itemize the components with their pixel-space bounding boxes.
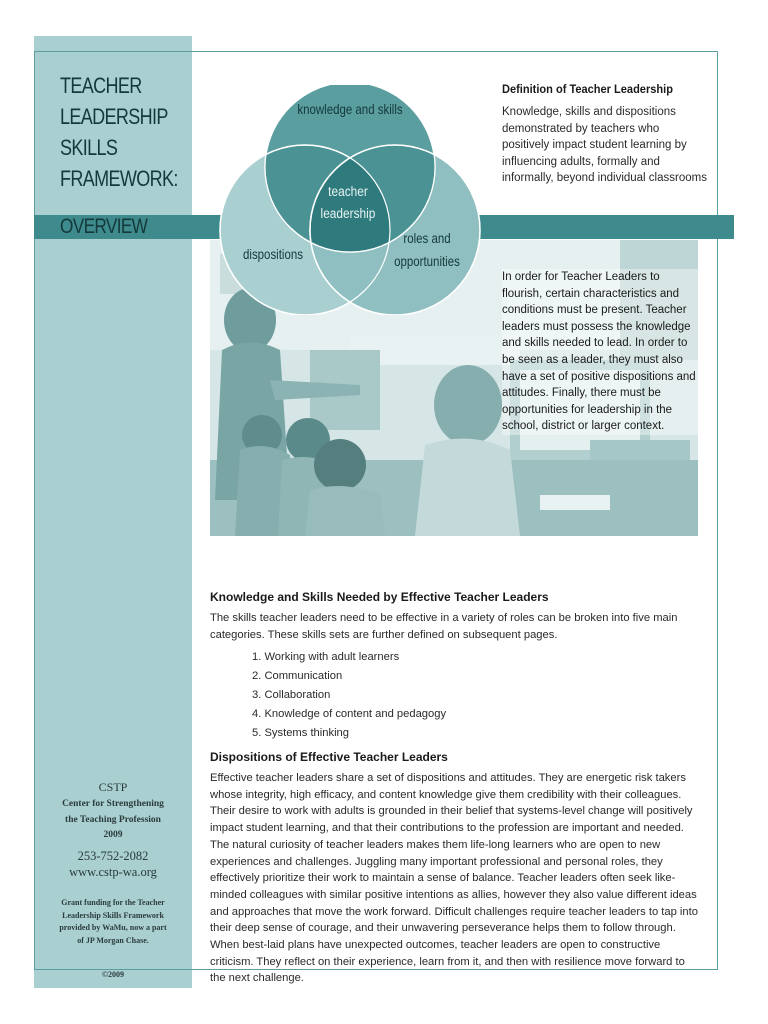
- list-item: 3. Collaboration: [252, 689, 331, 701]
- dispositions-section-text: Effective teacher leaders share a set of dispositions and attitudes. They are energetic risk takers whose integrity, high efficacy, and content knowledge give them credibility with their colleagues. Their desire to work with adults is grounded in their belief that systems-level change will positively impact student learning, and that their contributions to the profession are important and needed. The natural curiosity of teacher leaders makes them life-long learners who are open to new experiences and challenges. Juggling many important professional and personal roles, they effectively prioritize their work to maintain a sense of balance. Teacher leaders often seek like-minded colleagues with similar positive intentions as allies, however they also value different ideas and approaches that move the work forward. Difficult challenges require teacher leaders to tap into their deep sense of courage, and their unwavering perseverance helps them to follow through. When best-laid plans have unexpected outcomes, teacher leaders are open to constructive criticism. They reflect on their experience, learn from it, and then with resilience move forward to the next challenge.: [210, 772, 698, 985]
- title-line-2: LEADERSHIP: [60, 104, 168, 129]
- venn-label-left: dispositions: [243, 245, 303, 263]
- cstp-org: CSTP: [98, 780, 128, 794]
- venn-diagram: [205, 85, 495, 315]
- overview-heading: OVERVIEW: [60, 215, 148, 238]
- cstp-center-name: Center for Strengthening the Teaching Profession 2009: [62, 799, 164, 840]
- list-item: 5. Systems thinking: [252, 727, 350, 739]
- knowledge-section-text: The skills teacher leaders need to be effective in a variety of roles can be broken into five main categories. These skills sets are further defined on subsequent pages.: [210, 612, 678, 641]
- cstp-website-link[interactable]: www.cstp-wa.org: [69, 865, 157, 879]
- skills-list: [252, 648, 446, 743]
- venn-label-right-1: roles and: [403, 229, 451, 247]
- list-item: 1. Working with adult learners: [252, 651, 400, 663]
- page-title: [60, 70, 200, 194]
- knowledge-section-title: Knowledge and Skills Needed by Effective Teacher Leaders: [210, 590, 549, 604]
- venn-label-right-2: opportunities: [394, 252, 460, 270]
- venn-label-center-2: leadership: [320, 205, 376, 222]
- copyright: ©2009: [102, 970, 124, 979]
- dispositions-section-title: Dispositions of Effective Teacher Leaders: [210, 750, 448, 764]
- title-line-3: SKILLS: [60, 135, 118, 160]
- cstp-contact: [34, 848, 192, 880]
- venn-label-top: knowledge and skills: [297, 100, 403, 118]
- intro-paragraph: In order for Teacher Leaders to flourish, certain characteristics and conditions must be present. Teacher leaders must possess the knowledge and skills needed to lead. In order to be seen as a leader, they must also have a set of positive dispositions and attitudes. Finally, there must be opportunities for leadership in the school, district or larger context.: [502, 269, 702, 435]
- definition-title: Definition of Teacher Leadership: [502, 82, 673, 96]
- title-line-1: TEACHER: [60, 73, 142, 98]
- title-line-4: FRAMEWORK:: [60, 166, 178, 191]
- list-item: 2. Communication: [252, 670, 343, 682]
- venn-label-center-1: teacher: [328, 183, 368, 200]
- cstp-phone: 253-752-2082: [77, 849, 149, 863]
- definition-text: Knowledge, skills and dispositions demonstrated by teachers who positively impact student learning by influencing adults, formally and informally, beyond individual classrooms: [502, 106, 707, 185]
- grant-note: Grant funding for the Teacher Leadership Skills Framework provided by WaMu, now a part of JP Morgan Chase.: [59, 898, 167, 945]
- list-item: 4. Knowledge of content and pedagogy: [252, 708, 447, 720]
